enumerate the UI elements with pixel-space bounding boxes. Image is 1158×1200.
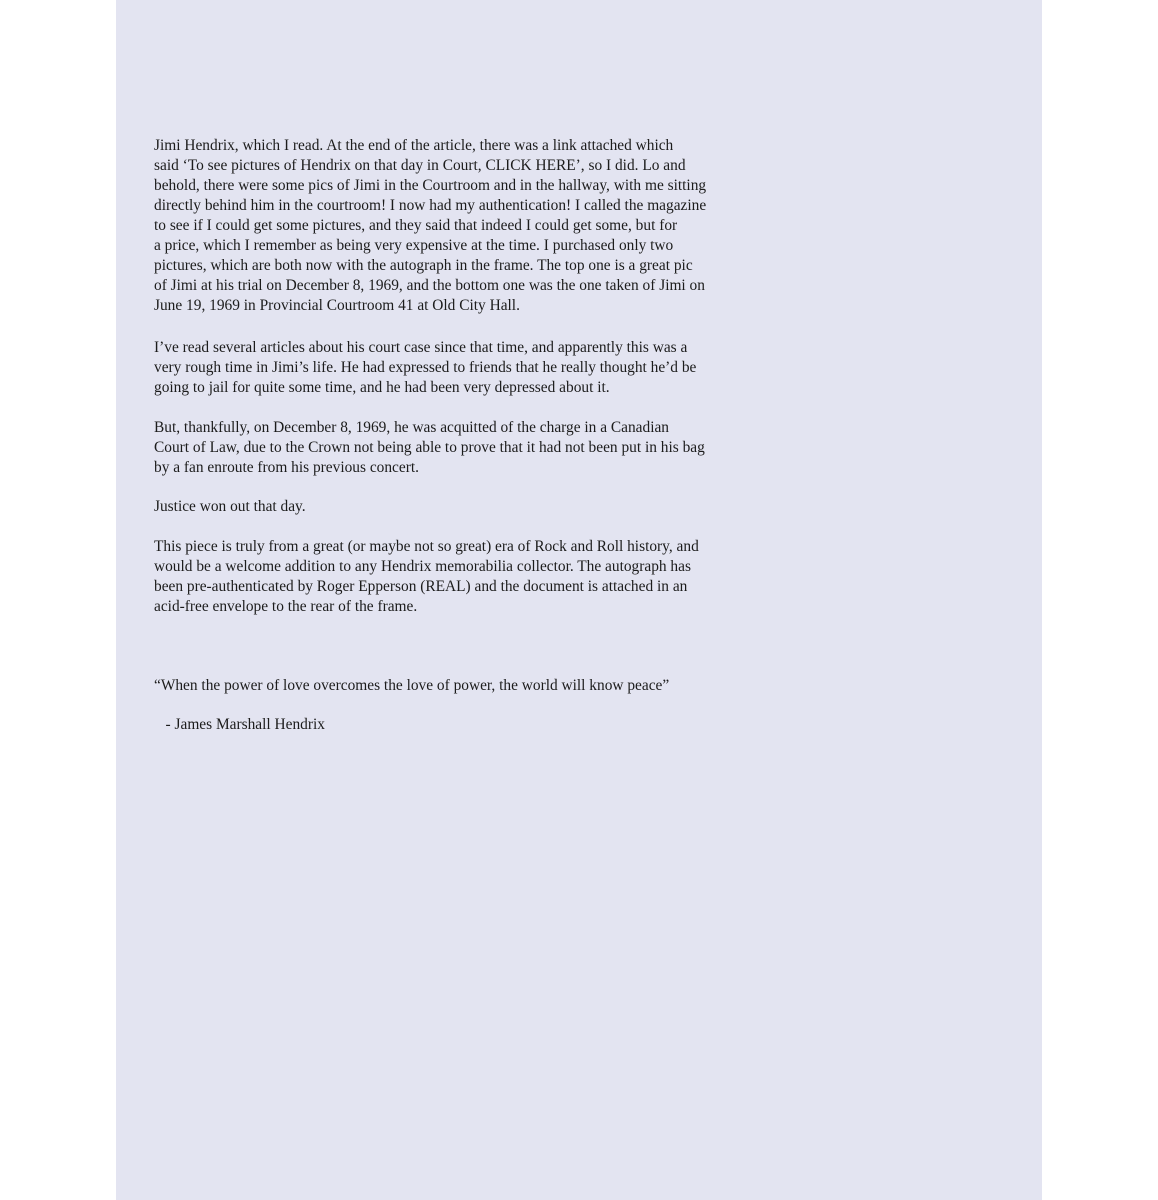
- letter-body: [154, 136, 794, 617]
- quote-block: [154, 676, 794, 735]
- paragraph-court-photos: Jimi Hendrix, which I read. At the end of the article, there was a link attached which said ‘To see pictures of Hendrix on that day in Court, CLICK HERE’, so I did. Lo and behold, there were some pics of Jimi in the Courtroom and in the hallway, with me sitting directly behind him in the courtroom! I now had my authentication! I called the magazine to see if I could get some pictures, and they said that indeed I could get some, but for a price, which I remember as being very expensive at the time. I purchased only two pictures, which are both now with the autograph in the frame. The top one is a great pic of Jimi at his trial on December 8, 1969, and the bottom one was the one taken of Jimi on June 19, 1969 in Provincial Courtroom 41 at Old City Hall.: [154, 137, 707, 314]
- quote-text: “When the power of love overcomes the love of power, the world will know peace”: [154, 677, 670, 694]
- paragraph-acquittal: But, thankfully, on December 8, 1969, he was acquitted of the charge in a Canadian Court of Law, due to the Crown not being able to prove that it had not been put in his bag by a fan enroute from his previous concert.: [154, 419, 705, 476]
- quote-attribution: - James Marshall Hendrix: [154, 716, 325, 733]
- paragraph-memorabilia: This piece is truly from a great (or maybe not so great) era of Rock and Roll history, and would be a welcome addition to any Hendrix memorabilia collector. The autograph has been pre-authenticated by Roger Epperson (REAL) and the document is attached in an acid-free envelope to the rear of the frame.: [154, 538, 699, 615]
- paragraph-court-case: I’ve read several articles about his court case since that time, and apparently this was a very rough time in Jimi’s life. He had expressed to friends that he really thought he’d be going to jail for quite some time, and he had been very depressed about it.: [154, 339, 697, 396]
- paragraph-justice: Justice won out that day.: [154, 498, 306, 515]
